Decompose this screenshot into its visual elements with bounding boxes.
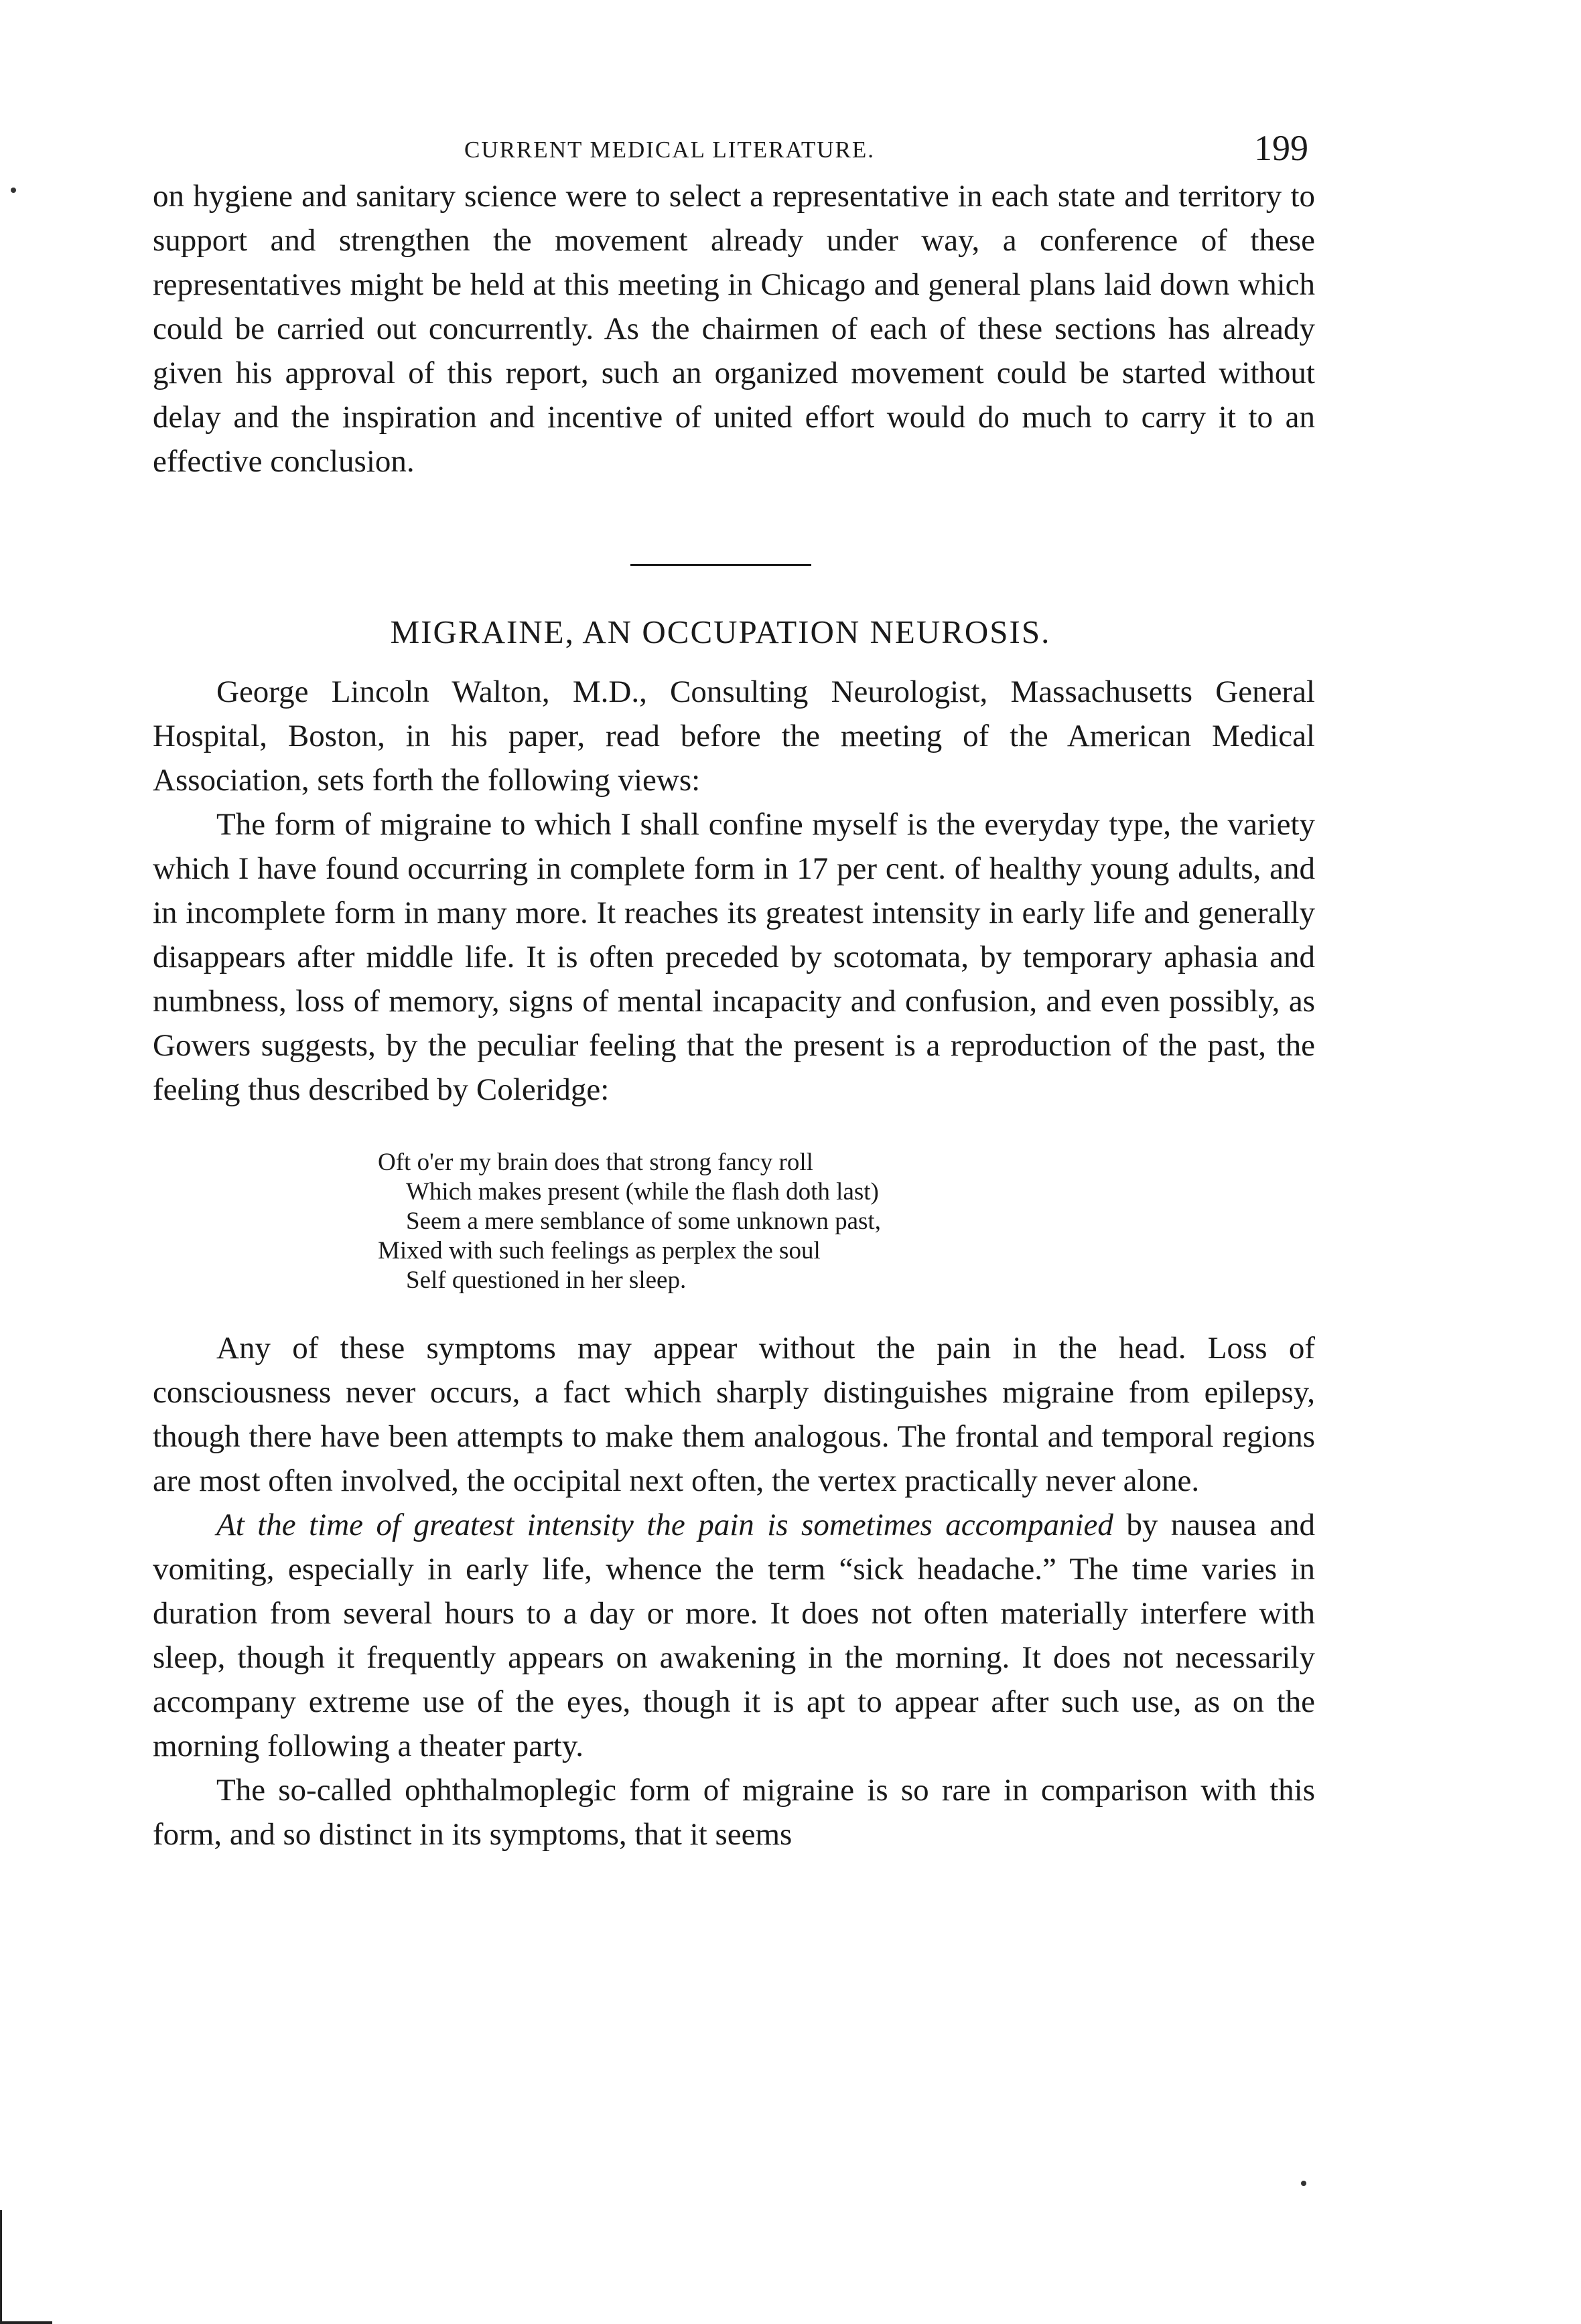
italic-phrase: At the time of greatest intensity the pain is sometimes accompanied bbox=[216, 1508, 1113, 1542]
article-title: MIGRAINE, AN OCCUPATION NEUROSIS. bbox=[390, 613, 1051, 650]
section-divider bbox=[630, 564, 811, 566]
poem-line: Self questioned in her sleep. bbox=[406, 1266, 687, 1294]
intro-paragraph: on hygiene and sanitary science were to select a representative in each state and territory to support and strengthen the movement already under way, a conference of these representatives might be held at this meeting in Chicago and general plans laid down which could be carried out concurrently. As the chairmen of each of these sections has already given his approval of this report, such an organized movement could be started without delay and the inspiration and incentive of united effort would do much to carry it to an effective conclusion. bbox=[153, 179, 1315, 479]
byline-paragraph: George Lincoln Walton, M.D., Consulting Neurologist, Massachusetts General Hospital, Boston, in his paper, read before the meeting of the American Medical Association, sets forth the following views: bbox=[153, 674, 1315, 798]
body-paragraph-4: The so-called ophthalmoplegic form of migraine is so rare in comparison with this form, and so distinct in its symptoms, that it seems bbox=[153, 1773, 1315, 1852]
body-paragraph-2: Any of these symptoms may appear without the pain in the head. Loss of consciousness never occurs, a fact which sharply distinguishes migraine from epilepsy, though there have been attempts to make them analogous. The frontal and temporal regions are most often involved, the occipital next often, the vertex practically never alone. bbox=[153, 1331, 1315, 1498]
body-paragraph-3 bbox=[153, 1503, 1315, 1768]
coleridge-poem bbox=[378, 1148, 1315, 1295]
poem-line: Oft o'er my brain does that strong fancy roll bbox=[378, 1149, 813, 1176]
body-paragraph-1: The form of migraine to which I shall confine myself is the everyday type, the variety which I have found occurring in complete form in 17 per cent. of healthy young adults, and in incomplete form in many more. It reaches its greatest intensity in early life and generally disappears after middle life. It is often preceded by scotomata, by temporary aphasia and numbness, loss of memory, signs of mental incapacity and confusion, and even possibly, as Gowers suggests, by the peculiar feeling that the present is a reproduction of the past, the feeling thus described by Coleridge: bbox=[153, 807, 1315, 1107]
book-page bbox=[153, 121, 1315, 1857]
margin-speck bbox=[11, 188, 16, 193]
poem-line: Which makes present (while the flash doth last) bbox=[406, 1178, 879, 1206]
margin-speck bbox=[1301, 2181, 1306, 2186]
body-paragraph-3-text: by nausea and vomiting, especially in early life, whence the term “sick headache.” The time varies in duration from several hours to a day or more. It does not often materially interfere with sleep, though it frequently appears on awakening in the morning. It does not necessarily accompany extreme use of the eyes, though it is apt to appear after such use, as on the morning following a theater party. bbox=[153, 1508, 1316, 1763]
page-number: 199 bbox=[1254, 128, 1308, 168]
running-head bbox=[153, 121, 1315, 174]
running-title: CURRENT MEDICAL LITERATURE. bbox=[464, 137, 876, 163]
poem-line: Mixed with such feelings as perplex the soul bbox=[378, 1237, 821, 1264]
page-edge-mark bbox=[0, 2210, 52, 2324]
poem-line: Seem a mere semblance of some unknown past, bbox=[406, 1208, 881, 1235]
